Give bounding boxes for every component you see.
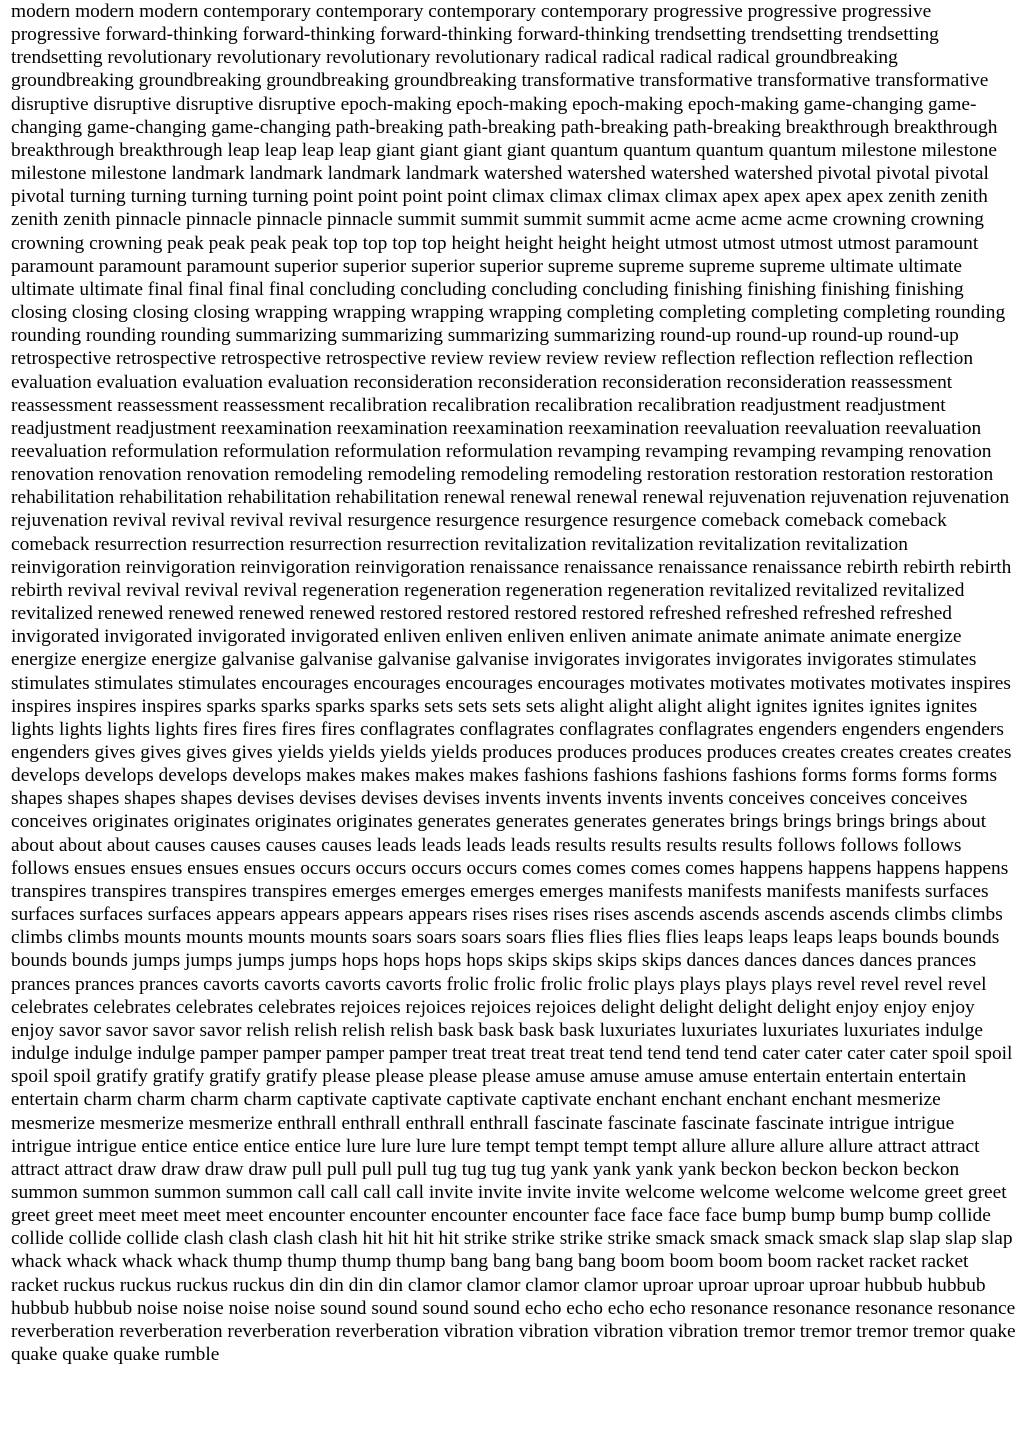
- body-text: modern modern modern contemporary contemporary contemporary contemporary progressive progressive progressive progressive forward-thinking forward-thinking forward-thinking forward-thinking trendsetting trendsetting trendsetting trendsetting revolutionary revolutionary revolutionary revolutionary radical radical radical radical groundbreaking groundbreaking groundbreaking groundbreaking groundbreaking transformative transformative transformative transformative disruptive disruptive disruptive disruptive epoch-making epoch-making epoch-making epoch-making game-changing game-changing game-changing game-changing path-breaking path-breaking path-breaking path-breaking breakthrough breakthrough breakthrough breakthrough leap leap leap leap giant giant giant giant quantum quantum quantum quantum milestone milestone milestone milestone landmark landmark landmark landmark watershed watershed watershed watershed pivotal pivotal pivotal pivotal turning turning turning turning point point point point climax climax climax climax apex apex apex apex zenith zenith zenith zenith pinnacle pinnacle pinnacle pinnacle summit summit summit summit acme acme acme acme crowning crowning crowning crowning peak peak peak peak top top top top height height height height utmost utmost utmost utmost paramount paramount paramount paramount superior superior superior superior supreme supreme supreme supreme ultimate ultimate ultimate ultimate final final final final concluding concluding concluding concluding finishing finishing finishing finishing closing closing closing closing wrapping wrapping wrapping wrapping completing completing completing completing rounding rounding rounding rounding summarizing summarizing summarizing summarizing round-up round-up round-up round-up retrospective retrospective retrospective retrospective review review review review reflection reflection reflection reflection evaluation evaluation evaluation evaluation reconsideration reconsideration reconsideration reconsideration reassessment reassessment reassessment reassessment recalibration recalibration recalibration recalibration readjustment readjustment readjustment readjustment reexamination reexamination reexamination reexamination reevaluation reevaluation reevaluation reevaluation reformulation reformulation reformulation reformulation revamping revamping revamping revamping renovation renovation renovation renovation remodeling remodeling remodeling remodeling restoration restoration restoration restoration rehabilitation rehabilitation rehabilitation rehabilitation renewal renewal renewal renewal rejuvenation rejuvenation rejuvenation rejuvenation revival revival revival revival resurgence resurgence resurgence resurgence comeback comeback comeback comeback resurrection resurrection resurrection resurrection revitalization revitalization revitalization revitalization reinvigoration reinvigoration reinvigoration reinvigoration renaissance renaissance renaissance renaissance rebirth rebirth rebirth rebirth revival revival revival revival regeneration regeneration regeneration regeneration revitalized revitalized revitalized revitalized renewed renewed renewed renewed restored restored restored restored refreshed refreshed refreshed refreshed invigorated invigorated invigorated invigorated enliven enliven enliven enliven animate animate animate animate energize energize energize energize galvanise galvanise galvanise galvanise invigorates invigorates invigorates invigorates stimulates stimulates stimulates stimulates encourages encourages encourages encourages motivates motivates motivates motivates inspires inspires inspires inspires sparks sparks sparks sparks sets sets sets sets alight alight alight alight ignites ignites ignites ignites lights lights lights lights fires fires fires fires conflagrates conflagrates conflagrates conflagrates engenders engenders engenders engenders gives gives gives gives yields yields yields yields produces produces produces produces creates creates creates creates develops develops develops develops makes makes makes makes fashions fashions fashions fashions forms forms forms forms shapes shapes shapes shapes devises devises devises devises invents invents invents invents conceives conceives conceives conceives originates originates originates originates generates generates generates generates brings brings brings brings about about about about causes causes causes causes leads leads leads leads results results results results follows follows follows follows ensues ensues ensues ensues occurs occurs occurs occurs comes comes comes comes happens happens happens happens transpires transpires transpires transpires emerges emerges emerges emerges manifests manifests manifests manifests surfaces surfaces surfaces surfaces appears appears appears appears rises rises rises rises ascends ascends ascends ascends climbs climbs climbs climbs mounts mounts mounts mounts soars soars soars soars flies flies flies flies leaps leaps leaps leaps bounds bounds bounds bounds jumps jumps jumps jumps hops hops hops hops skips skips skips skips dances dances dances dances prances prances prances prances cavorts cavorts cavorts cavorts frolic frolic frolic frolic plays plays plays plays revel revel revel revel celebrates celebrates celebrates celebrates rejoices rejoices rejoices rejoices delight delight delight delight enjoy enjoy enjoy enjoy savor savor savor savor relish relish relish relish bask bask bask bask luxuriates luxuriates luxuriates luxuriates indulge indulge indulge indulge pamper pamper pamper pamper treat treat treat treat tend tend tend tend cater cater cater cater spoil spoil spoil spoil gratify gratify gratify gratify please please please please amuse amuse amuse amuse entertain entertain entertain entertain charm charm charm charm captivate captivate captivate captivate enchant enchant enchant enchant mesmerize mesmerize mesmerize mesmerize enthrall enthrall enthrall enthrall fascinate fascinate fascinate fascinate intrigue intrigue intrigue intrigue entice entice entice entice lure lure lure lure tempt tempt tempt tempt allure allure allure allure attract attract attract attract draw draw draw draw pull pull pull pull tug tug tug tug yank yank yank yank beckon beckon beckon beckon summon summon summon summon call call call call invite invite invite invite welcome welcome welcome welcome greet greet greet greet meet meet meet meet encounter encounter encounter encounter face face face face bump bump bump bump collide collide collide collide clash clash clash clash hit hit hit hit strike strike strike strike smack smack smack smack slap slap slap slap whack whack whack whack thump thump thump thump bang bang bang bang boom boom boom boom racket racket racket racket ruckus ruckus ruckus ruckus din din din din clamor clamor clamor clamor uproar uproar uproar uproar hubbub hubbub hubbub hubbub noise noise noise noise sound sound sound sound echo echo echo echo resonance resonance resonance resonance reverberation reverberation reverberation reverberation vibration vibration vibration vibration tremor tremor tremor tremor quake quake quake quake rumble: [11, 1, 1016, 1366]
